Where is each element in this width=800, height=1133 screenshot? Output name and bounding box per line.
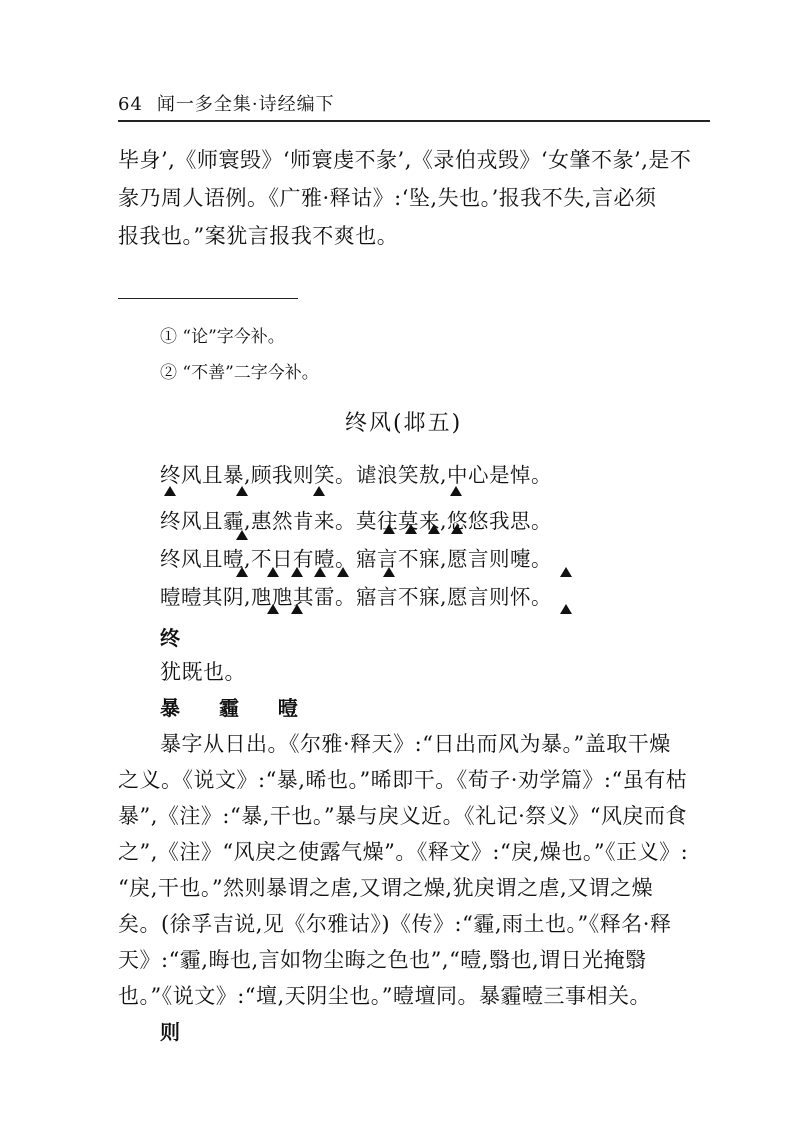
rhyme-marker [337, 567, 349, 577]
note-text-zhong: 犹既也。 [160, 660, 246, 684]
note-para-line: 天》:“霾,晦也,言如物尘晦之色也”,“曀,翳也,谓日光掩翳 [118, 948, 647, 972]
footnote-1: ① “论”字今补。 [160, 327, 285, 347]
poem-line-1: 终风且暴,顾我则笑。谑浪笑敖,中心是悼。 [160, 463, 553, 487]
note-para-line: “戾,干也。”然则暴谓之虐,又谓之燥,犹戾谓之虐,又谓之燥 [118, 876, 654, 900]
rhyme-marker [236, 486, 248, 496]
note-para-line: 暴字从日出。《尔雅·释天》:“日出而风为暴。”盖取干燥 [160, 732, 671, 756]
rhyme-marker [267, 604, 279, 614]
note-head-bao-mai-yi: 暴 霾 曀 [160, 696, 314, 720]
poem-title: 终风(邶五) [345, 411, 463, 436]
rhyme-marker [164, 486, 176, 496]
poem-line-3: 终风且曀,不日有曀。寤言不寐,愿言则嚏。 [160, 547, 553, 571]
rhyme-marker [313, 486, 325, 496]
note-para-line: 暴”,《注》:“暴,干也。”暴与戾义近。《礼记·祭义》“风戾而食 [118, 804, 688, 828]
rhyme-marker [267, 567, 279, 577]
footnote-2: ② “不善”二字今补。 [160, 363, 319, 383]
note-para-line: 矣。(徐孚吉说,见《尔雅诂》)《传》:“霾,雨土也。”《释名·释 [118, 912, 672, 936]
poem-line-4: 曀曀其阴,虺虺其雷。寤言不寐,愿言则怀。 [160, 585, 553, 609]
rhyme-marker [291, 604, 303, 614]
page-number: 64 [118, 94, 143, 115]
running-header [118, 90, 335, 116]
body-line: 报我也。”案犹言报我不爽也。 [118, 224, 399, 248]
header-rule [118, 120, 710, 122]
note-head-ze: 则 [160, 1020, 181, 1044]
rhyme-marker [291, 567, 303, 577]
rhyme-marker [560, 567, 572, 577]
rhyme-marker [560, 604, 572, 614]
note-para-line: 之义。《说文》:“暴,晞也。”晞即干。《荀子·劝学篇》:“虽有枯 [118, 768, 688, 792]
rhyme-marker [405, 524, 417, 534]
rhyme-marker [451, 524, 463, 534]
rhyme-marker [383, 524, 395, 534]
rhyme-marker [236, 567, 248, 577]
footnote-rule [118, 298, 298, 299]
poem-line-2: 终风且霾,惠然肯来。莫往莫来,悠悠我思。 [160, 509, 553, 533]
book-title: 闻一多全集·诗经编下 [156, 94, 335, 115]
note-para-line: 之”,《注》“风戾之使露气燥”。《释文》:“戾,燥也。”《正义》: [118, 840, 689, 864]
rhyme-marker [450, 486, 462, 496]
body-line: 毕身’,《师寰毁》‘师寰虔不彖’,《录伯戎毁》‘女肇不彖’,是不 [118, 148, 692, 172]
rhyme-marker [383, 567, 395, 577]
rhyme-marker [428, 524, 440, 534]
rhyme-marker [314, 567, 326, 577]
note-para-line: 也。”《说文》:“壇,天阴尘也。”曀壇同。暴霾曀三事相关。 [118, 984, 651, 1008]
rhyme-marker [236, 530, 248, 540]
body-line: 彖乃周人语例。《广雅·释诂》:‘坠,失也。’报我不失,言必须 [118, 186, 657, 210]
note-head-zhong: 终 [160, 626, 181, 650]
